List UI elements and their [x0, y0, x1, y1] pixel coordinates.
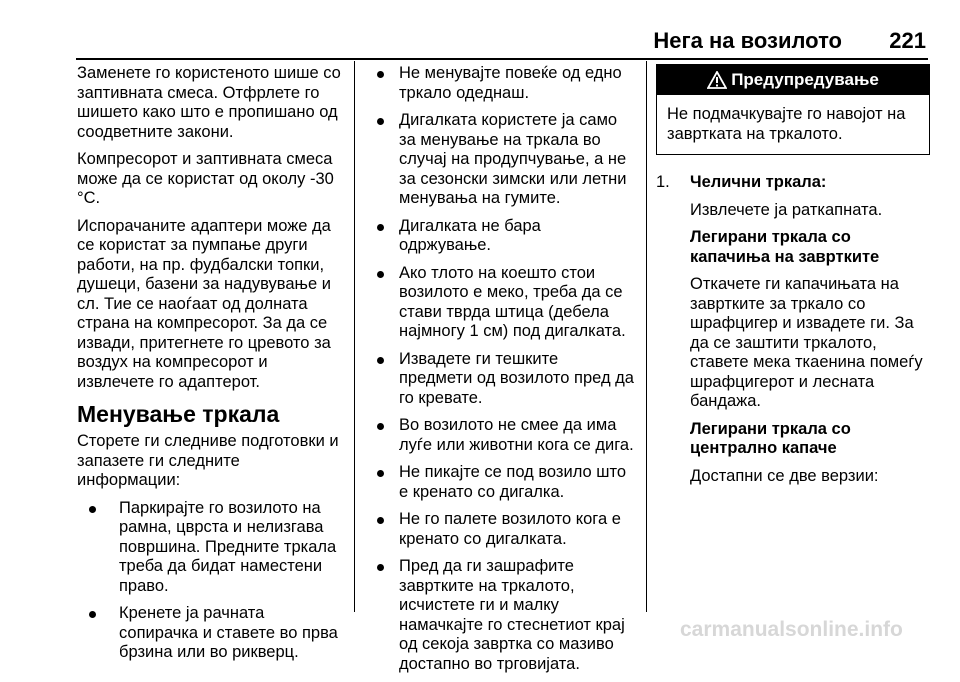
list-item-text: Паркирајте го возилото на рамна, цврста и нелизгава површина. Предните тркала треба да бидат наместени право. [119, 498, 337, 595]
warning-text: Не подмачкувајте го навојот на завртката на тркалото. [667, 105, 906, 143]
warning-box [656, 64, 930, 155]
list-item [371, 557, 636, 674]
bullet-icon [89, 506, 96, 513]
column-2 [371, 64, 636, 682]
list-item [371, 510, 636, 549]
watermark: carmanualsonline.info [680, 618, 903, 641]
list-item-text: Не менувајте повеќе од едно тркало одеднаш. [399, 64, 622, 102]
list-item-text: Кренете ја рачната сопирачка и ставете во прва брзина или во рикверц. [119, 604, 338, 661]
column-1 [77, 64, 347, 671]
paragraph: Достапни се две верзии: [690, 466, 879, 485]
list-item [371, 217, 636, 256]
subheading: Легирани тркала со централно капаче [690, 419, 851, 457]
paragraph: Испорачаните адаптери може да се користат за пумпање други работи, на пр. фудбалски топки, душеци, базени за надувување и сл. Тие се наоѓаат од долната страна на компресорот. За да се извади, притегнете го цревото за воздух на компресорот и извлечете го адаптерот. [77, 216, 331, 391]
list-item-text: Пред да ги зашрафите завртките на тркалото, исчистете ги и малку намачкајте го стеснетиот крај од секоја завртка со мазиво достапно во трговијата. [399, 557, 625, 673]
bullet-icon [377, 71, 384, 78]
warning-header [657, 65, 929, 95]
subheading: Легирани тркала со капачиња на завртките [690, 228, 880, 266]
list-item-text: Дигалката користете ја само за менување на тркала во случај на продупчување, а не за сезонски зимски или летни менувања на гумите. [399, 111, 627, 207]
bullet-icon [377, 517, 384, 524]
column-divider-2 [646, 61, 647, 612]
list-item [371, 111, 636, 209]
list-item-text: Дигалката не бара одржување. [399, 216, 541, 254]
bullet-list [77, 499, 347, 663]
paragraph: Извлечете ја раткапната. [690, 200, 883, 219]
item-body [690, 201, 930, 487]
column-3 [656, 64, 930, 494]
bullet-icon [377, 118, 384, 125]
warning-triangle-icon [707, 71, 727, 89]
paragraph: Компресорот и заптивната смеса може да се користат од околу -30 °C. [77, 150, 334, 207]
bullet-list [371, 64, 636, 674]
list-item-text: Не го палете возилото кога е кренато со дигалката. [399, 510, 621, 548]
item-number: 1. [656, 173, 670, 191]
bullet-icon [377, 224, 384, 231]
list-item-text: Извадете ги тешките предмети од возилото пред да го кревате. [399, 349, 634, 407]
paragraph: Откачете ги капачињата на завртките за тркало со шрафцигер и извадете ги. За да се заштити тркалото, ставете мека ткаенина помеѓу шрафцигерот и лесната бандажа. [690, 275, 923, 410]
numbered-list [656, 173, 930, 486]
list-item [371, 416, 636, 455]
bullet-icon [377, 564, 384, 571]
list-item [89, 499, 347, 597]
item-title: Челични тркала: [690, 173, 827, 191]
column-divider-1 [354, 61, 355, 612]
list-item-text: Во возилото не смее да има луѓе или животни кога се дига. [399, 416, 634, 454]
list-item-text: Ако тлото на коешто стои возилото е меко, треба да се стави тврда штица (дебела најмногу 1 см) под дигалката. [399, 263, 626, 340]
bullet-icon [89, 611, 96, 618]
numbered-item [656, 173, 930, 193]
list-item [371, 350, 636, 409]
bullet-icon [377, 423, 384, 430]
page-header-title: Нега на возилото [653, 28, 842, 53]
paragraph: Сторете ги следниве подготовки и запазете ги следните информации: [77, 432, 339, 489]
warning-title: Предупредување [731, 70, 879, 90]
list-item [89, 604, 347, 663]
bullet-icon [377, 357, 384, 364]
page-number: 221 [889, 28, 926, 53]
list-item [371, 463, 636, 502]
list-item-text: Не пикајте се под возило што е кренато со дигалка. [399, 463, 627, 501]
header-divider [76, 58, 928, 60]
paragraph: Заменете го користеното шише со заптивната смеса. Отфрлете го шишето како што е пропишано од соодветните закони. [77, 64, 341, 141]
section-heading: Менување тркала [77, 401, 280, 427]
list-item [371, 64, 636, 103]
bullet-icon [377, 470, 384, 477]
bullet-icon [377, 271, 384, 278]
list-item [371, 264, 636, 342]
